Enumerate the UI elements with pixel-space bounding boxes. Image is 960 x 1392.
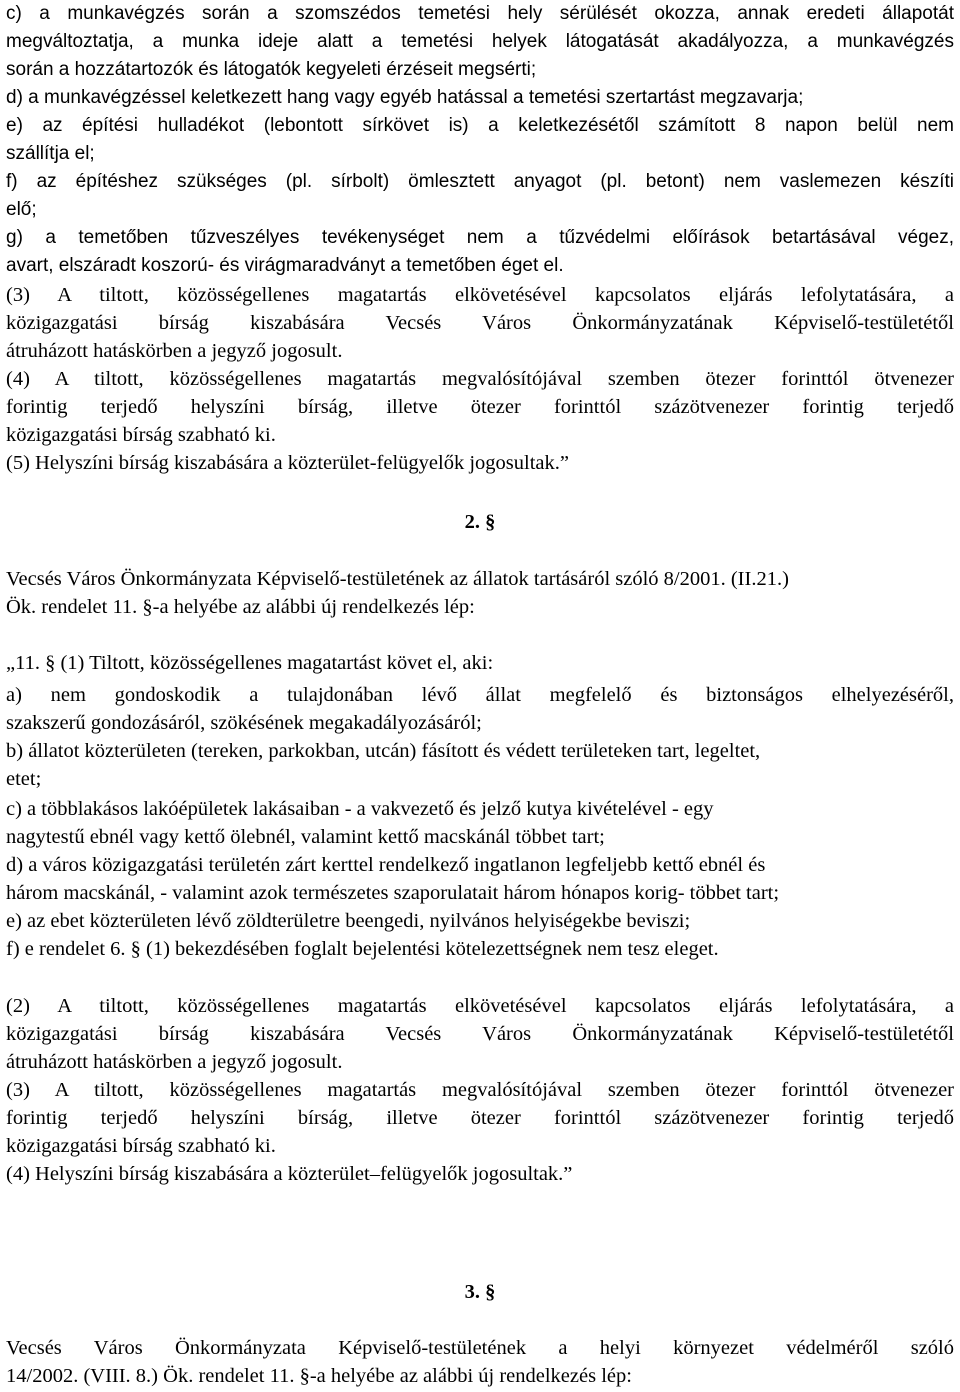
paragraph-line: g) a temetőben tűzveszélyes tevékenységet nem a tűzvédelmi előírások betartásával végez,	[6, 227, 954, 248]
paragraph-line: Ök. rendelet 11. §-a helyébe az alábbi új rendelkezés lép:	[6, 596, 475, 618]
paragraph-line: c) a munkavégzés során a szomszédos temetési hely sérülését okozza, annak eredeti állapotát	[6, 3, 954, 24]
paragraph-line: (4) Helyszíni bírság kiszabására a közterület–felügyelők jogosultak.”	[6, 1163, 573, 1185]
paragraph-line: Vecsés Város Önkormányzata Képviselő-testületének az állatok tartásáról szóló 8/2001. (II.21.)	[6, 568, 789, 590]
paragraph-line: szakszerű gondozásáról, szökésének megakadályozásáról;	[6, 712, 482, 734]
paragraph-line: elő;	[6, 199, 37, 220]
paragraph-line: átruházott hatáskörben a jegyző jogosult.	[6, 1051, 343, 1073]
paragraph-line: három macskánál, - valamint azok természetes szaporulatait három hónapos korig- többet tart;	[6, 882, 780, 904]
paragraph-line: avart, elszáradt koszorú- és virágmaradványt a temetőben éget el.	[6, 255, 564, 276]
paragraph-line: nagytestű ebnél vagy kettő ölebnél, valamint kettő macskánál többet tart;	[6, 826, 605, 848]
paragraph-line: c) a többlakásos lakóépületek lakásaiban - a vakvezető és jelző kutya kivételével - egy	[6, 798, 714, 820]
paragraph-line: forintig terjedő helyszíni bírság, illetve ötezer forinttól százötvenezer forintig terjedő	[6, 1107, 954, 1129]
paragraph-line: Vecsés Város Önkormányzata Képviselő-testületének a helyi környezet védelméről szóló	[6, 1337, 954, 1359]
paragraph-line: során a hozzátartozók és látogatók kegyeleti érzéseit megsérti;	[6, 59, 537, 80]
paragraph-line: (2) A tiltott, közösségellenes magatartás elkövetésével kapcsolatos eljárás lefolytatására, a	[6, 995, 954, 1017]
paragraph-line: d) a város közigazgatási területén zárt kerttel rendelkező ingatlanon legfeljebb kettő ebnél és	[6, 854, 766, 876]
paragraph-line: megváltoztatja, a munka ideje alatt a temetési helyek látogatását akadályozza, a munkavégzés	[6, 31, 954, 52]
section-heading: 2. §	[464, 511, 496, 533]
paragraph-line: d) a munkavégzéssel keletkezett hang vagy egyéb hatással a temetési szertartást megzavarja;	[6, 87, 804, 108]
paragraph-line: (3) A tiltott, közösségellenes magatartás megvalósítójával szemben ötezer forinttól ötvenezer	[6, 1079, 954, 1101]
paragraph-line: a) nem gondoskodik a tulajdonában lévő állat megfelelő és biztonságos elhelyezéséről,	[6, 684, 954, 706]
paragraph-line: f) az építéshez szükséges (pl. sírbolt) ömlesztett anyagot (pl. betont) nem vaslemezen készíti	[6, 171, 954, 192]
paragraph-line: e) az építési hulladékot (lebontott sírkövet is) a keletkezésétől számított 8 napon belül nem	[6, 115, 954, 136]
paragraph-line: b) állatot közterületen (tereken, parkokban, utcán) fásított és védett területeken tart, legeltet,	[6, 740, 761, 762]
paragraph-line: e) az ebet közterületen lévő zöldterületre beengedi, nyilvános helyiségekbe beviszi;	[6, 910, 691, 932]
paragraph-line: átruházott hatáskörben a jegyző jogosult.	[6, 340, 343, 362]
paragraph-line: (4) A tiltott, közösségellenes magatartás megvalósítójával szemben ötezer forinttól ötvenezer	[6, 368, 954, 390]
paragraph-line: (3) A tiltott, közösségellenes magatartás elkövetésével kapcsolatos eljárás lefolytatására, a	[6, 284, 954, 306]
paragraph-line: forintig terjedő helyszíni bírság, illetve ötezer forinttól százötvenezer forintig terjedő	[6, 396, 954, 418]
paragraph-line: „11. § (1) Tiltott, közösségellenes magatartást követ el, aki:	[6, 652, 494, 674]
paragraph-line: közigazgatási bírság szabható ki.	[6, 424, 276, 446]
paragraph-line: közigazgatási bírság szabható ki.	[6, 1135, 276, 1157]
paragraph-line: etet;	[6, 768, 42, 790]
section-heading: 3. §	[464, 1281, 496, 1303]
paragraph-line: közigazgatási bírság kiszabására Vecsés Város Önkormányzatának Képviselő-testületétől	[6, 312, 954, 334]
paragraph-line: f) e rendelet 6. § (1) bekezdésében foglalt bejelentési kötelezettségnek nem tesz eleget.	[6, 938, 719, 960]
paragraph-line: (5) Helyszíni bírság kiszabására a közterület-felügyelők jogosultak.”	[6, 452, 569, 474]
paragraph-line: 14/2002. (VIII. 8.) Ök. rendelet 11. §-a helyébe az alábbi új rendelkezés lép:	[6, 1365, 632, 1387]
paragraph-line: szállítja el;	[6, 143, 95, 164]
paragraph-line: közigazgatási bírság kiszabására Vecsés Város Önkormányzatának Képviselő-testületétől	[6, 1023, 954, 1045]
